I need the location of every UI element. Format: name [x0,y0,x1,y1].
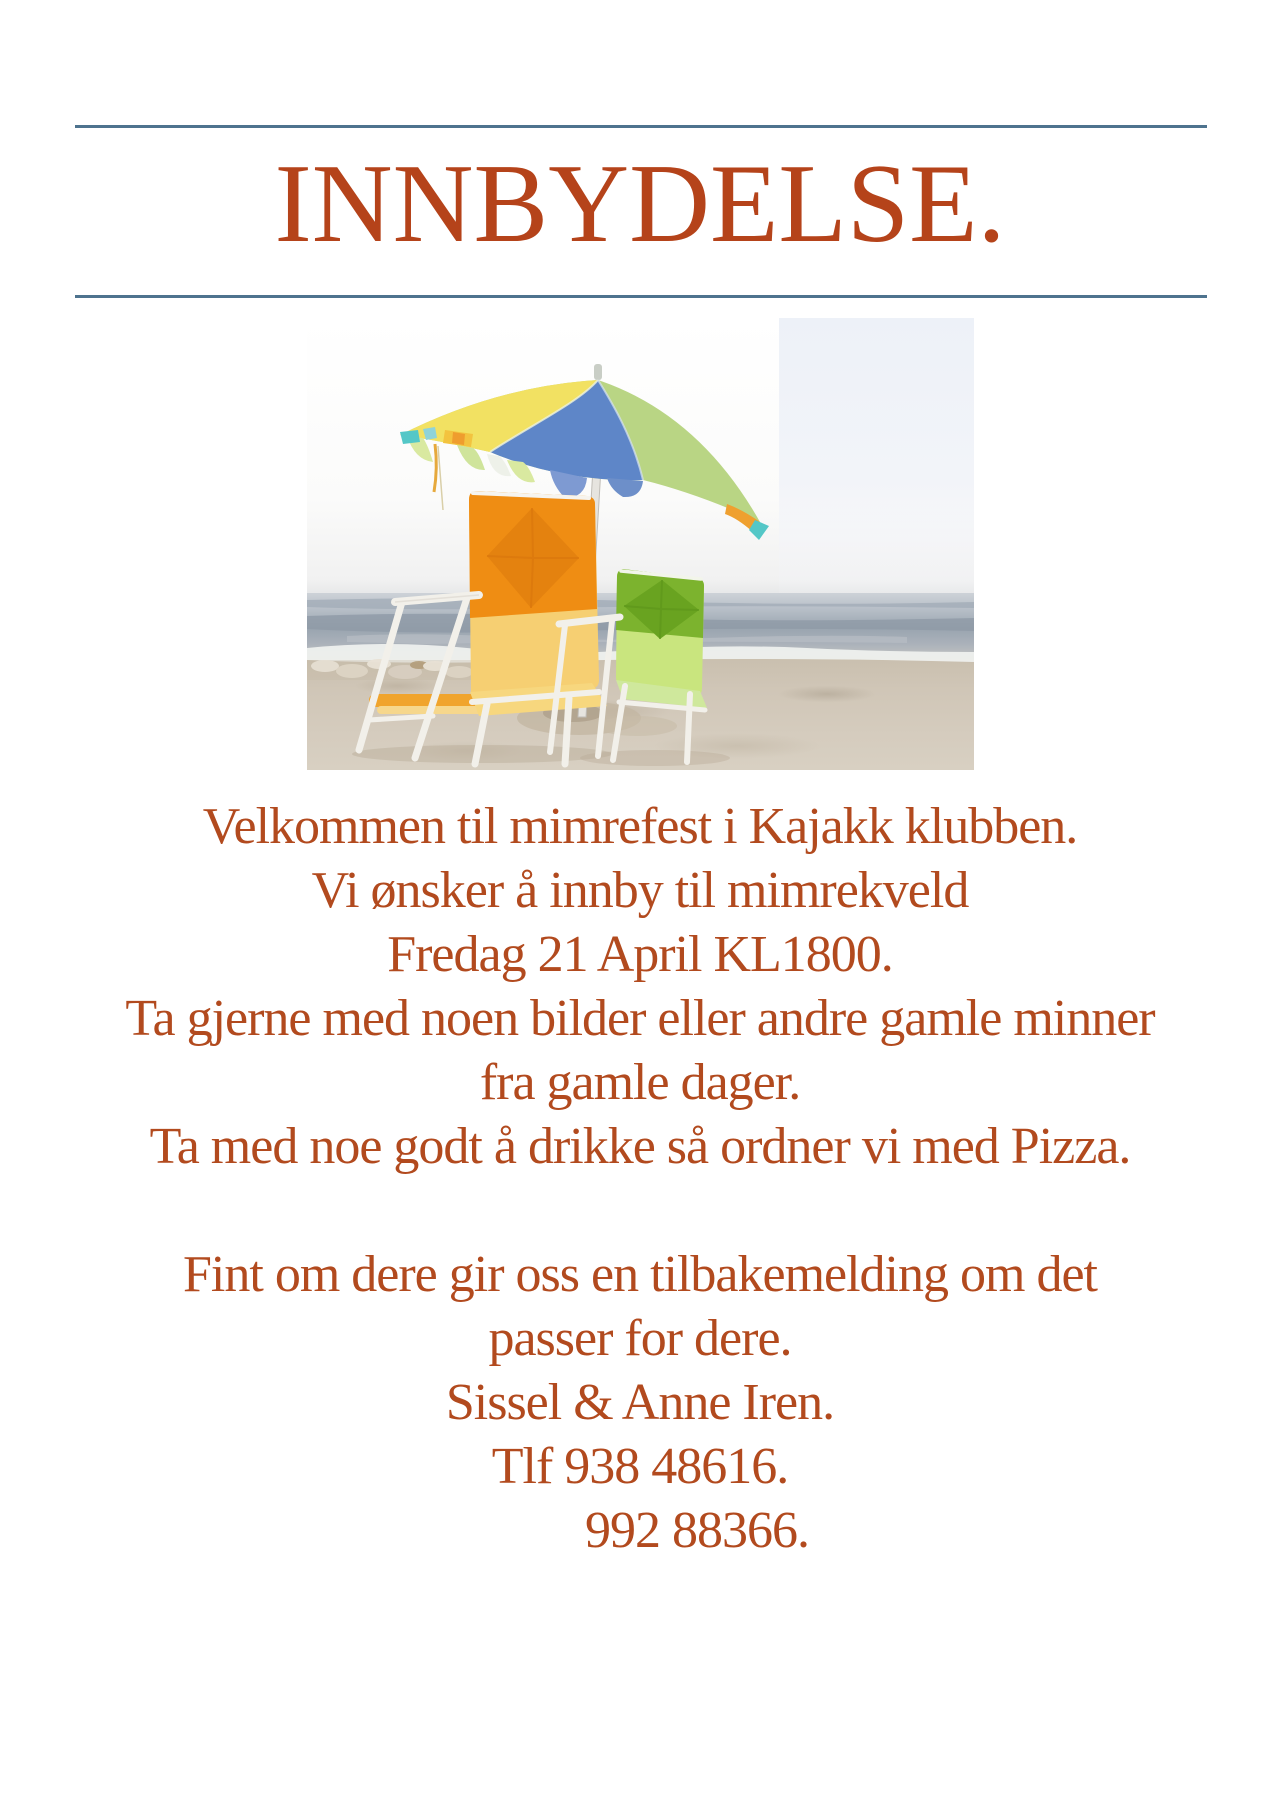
invitation-body [0,795,1280,1563]
invitation-line-blank [0,1179,1280,1243]
invitation-line-phone: Tlf 938 48616. [491,1438,789,1495]
invitation-line: fra gamle dager. [479,1054,801,1111]
invitation-line: Fredag 21 April KL1800. [387,926,893,983]
invitation-line: Vi ønsker å innby til mimrekveld [311,862,969,919]
invitation-line: passer for dere. [488,1310,792,1367]
invitation-line: Fint om dere gir oss en tilbakemelding om det [183,1246,1097,1303]
page-title: INNBYDELSE. [274,142,1006,266]
invitation-line: Ta med noe godt å drikke så ordner vi med Pizza. [149,1118,1131,1175]
invitation-line: Sissel & Anne Iren. [445,1374,835,1431]
invitation-line: Ta gjerne med noen bilder eller andre gamle minner [125,990,1155,1047]
beach-umbrella-and-chairs-illustration [307,318,974,770]
header-rule-bottom [75,295,1207,298]
header-rule-top [75,125,1207,128]
invitation-line-phone: 992 88366. [585,1502,809,1559]
beach-photo [307,318,974,770]
invitation-line: Velkommen til mimrefest i Kajakk klubben. [202,798,1078,855]
